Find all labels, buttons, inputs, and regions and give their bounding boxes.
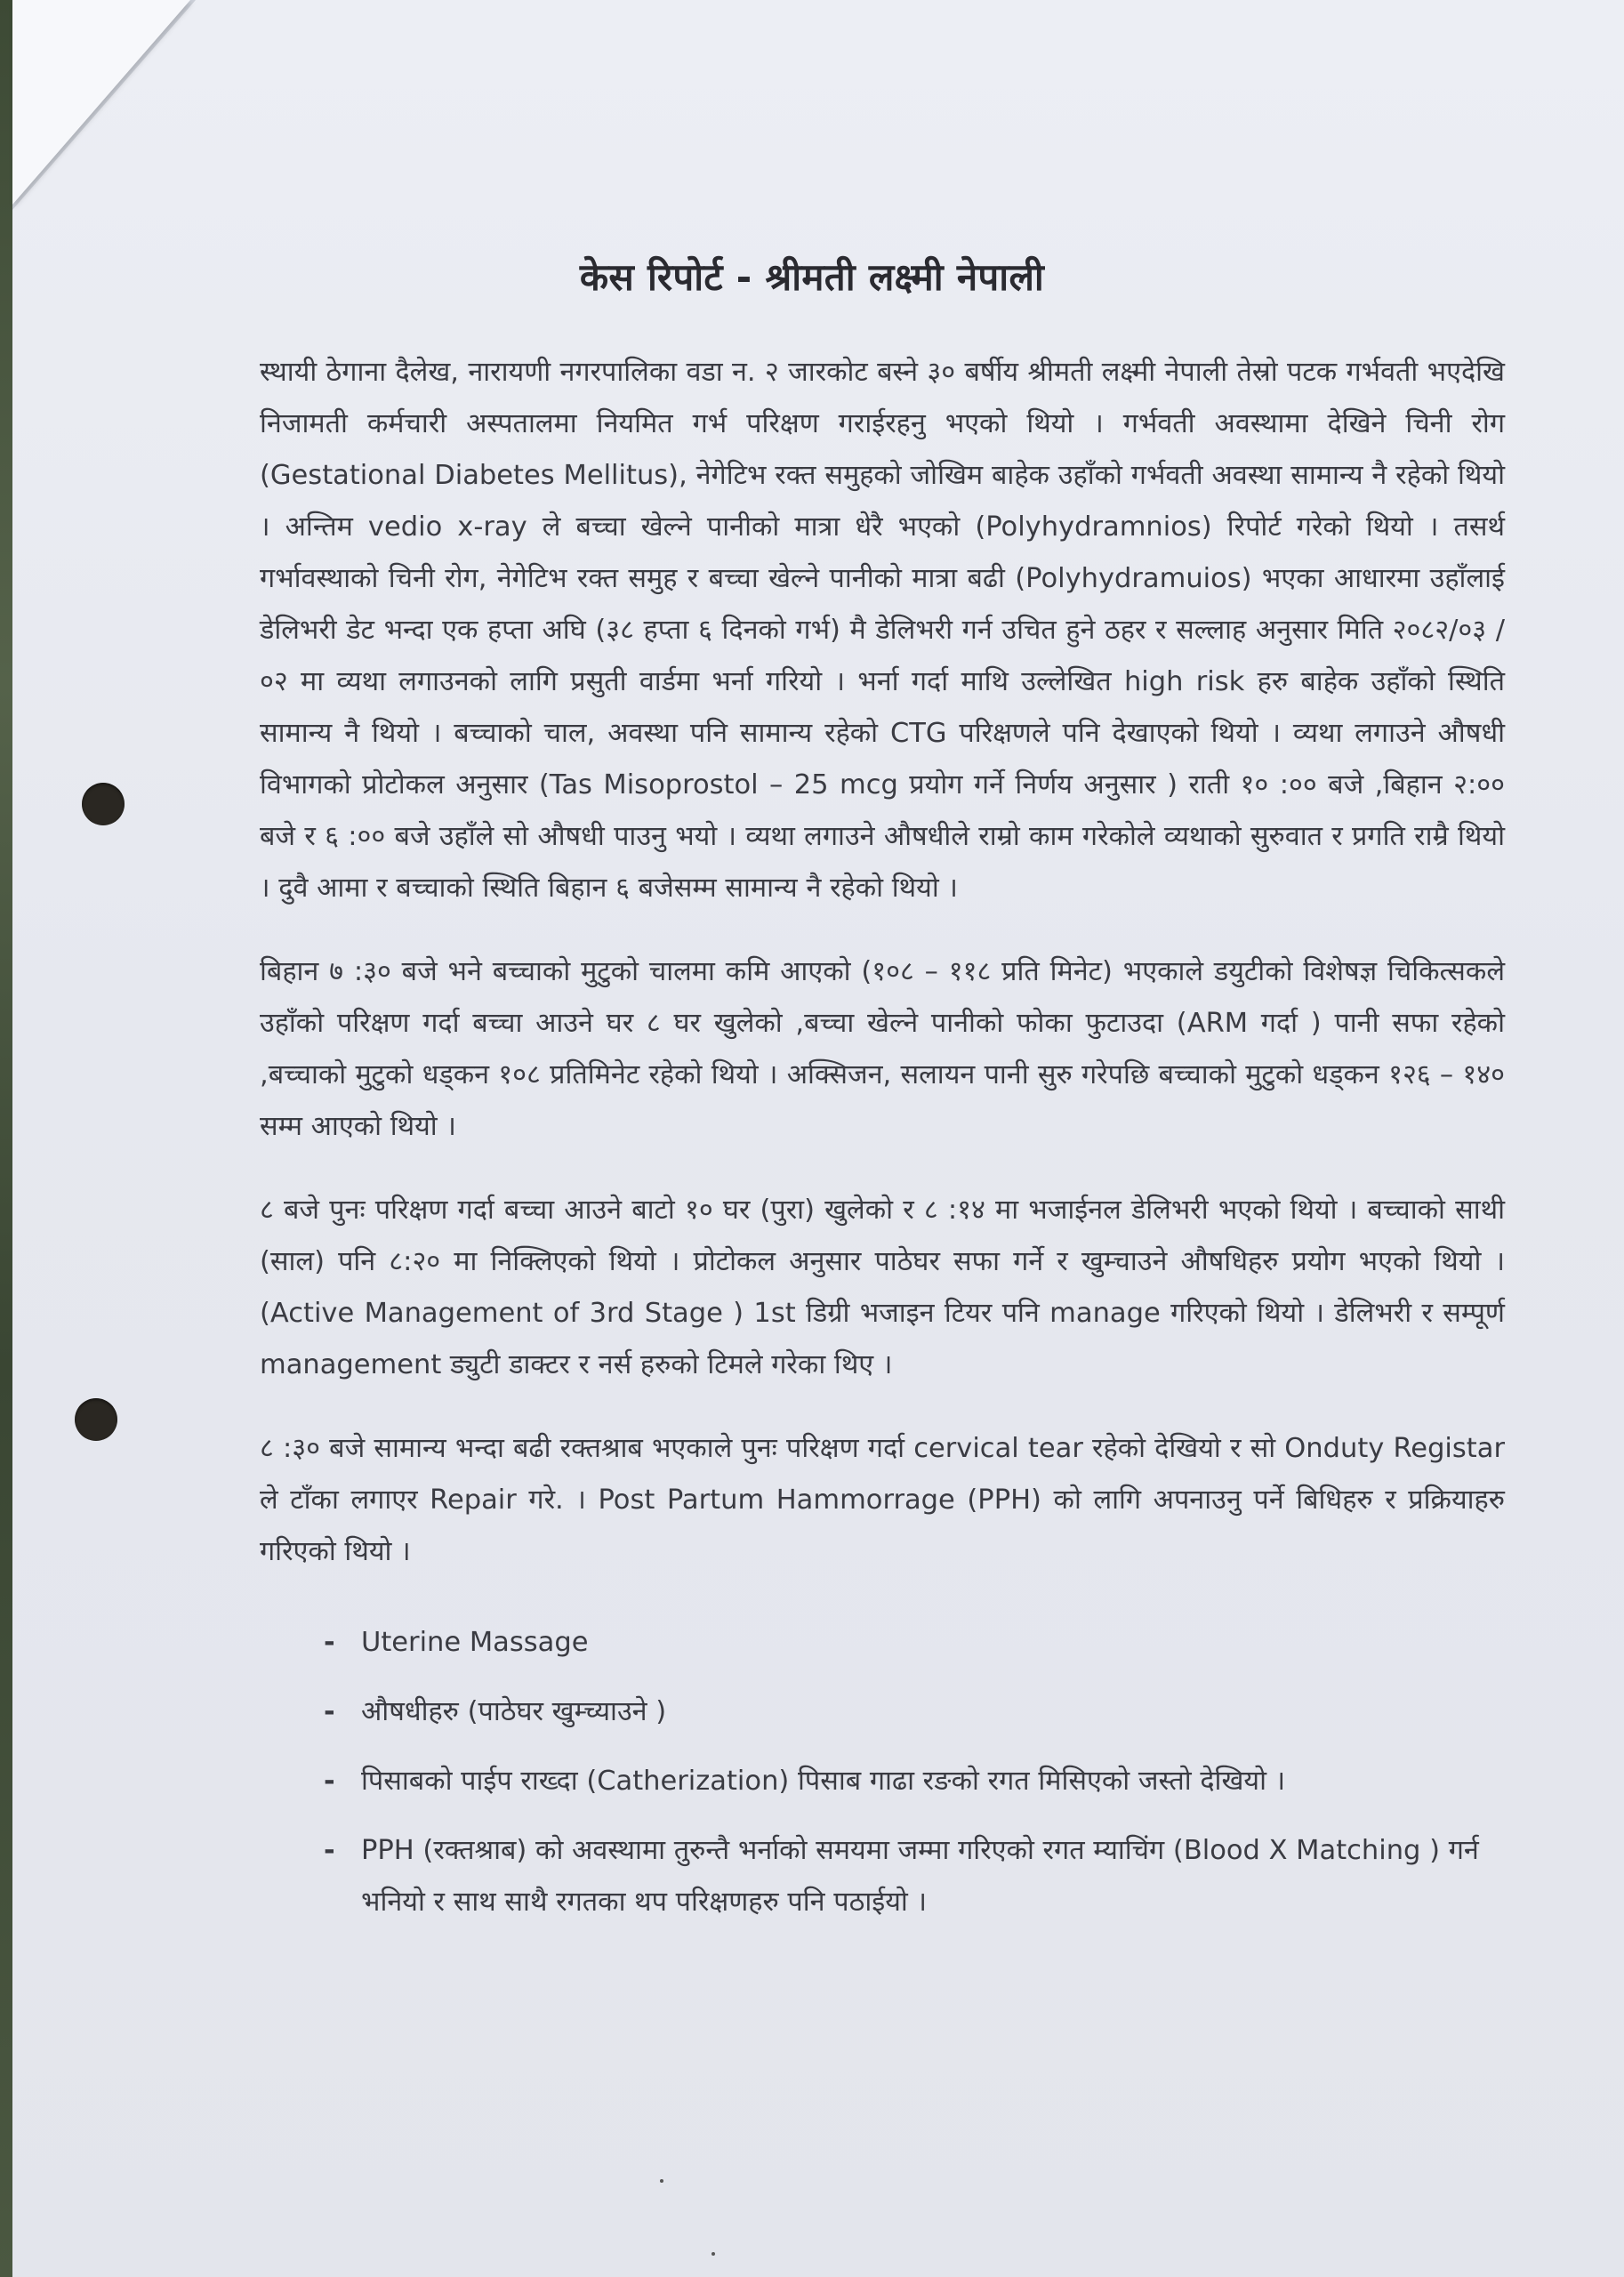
paper-speck	[712, 2252, 715, 2256]
document-title: केस रिपोर्ट - श्रीमती लक्ष्मी नेपाली	[579, 255, 1045, 299]
bullet-dash: -	[324, 1696, 335, 1727]
list-item-text: औषधीहरु (पाठेघर खुम्च्याउने )	[361, 1696, 667, 1727]
folded-corner	[12, 0, 190, 205]
pph-steps-list	[260, 1617, 1505, 1928]
paragraph-4: ८ :३० बजे सामान्य भन्दा बढी रक्तश्राब भएकाले पुनः परिक्षण गर्दा cervical tear रहेको देखियो र सो Onduty Registar ले टाँका लगाएर Repair गरे. । Post Partum Hammorrage (PPH) को लागि अपनाउनु पर्ने बिधिहरु र प्रक्रियाहरु गरिएको थियो ।	[260, 1433, 1505, 1567]
paper-speck	[660, 2179, 663, 2183]
bullet-dash: -	[324, 1766, 335, 1797]
list-item-text: Uterine Massage	[361, 1627, 589, 1658]
document-body	[260, 347, 1505, 1946]
paragraph-1: स्थायी ठेगाना दैलेख, नारायणी नगरपालिका वडा न. २ जारकोट बस्ने ३० बर्षीय श्रीमती लक्ष्मी नेपाली तेस्रो पटक गर्भवती भएदेखि निजामती कर्मचारी अस्पतालमा नियमित गर्भ परिक्षण गराईरहनु भएको थियो । गर्भवती अवस्थामा देखिने चिनी रोग (Gestational Diabetes Mellitus), नेगेटिभ रक्त समुहको जोखिम बाहेक उहाँको गर्भवती अवस्था सामान्य नै रहेको थियो । अन्तिम vedio x-ray ले बच्चा खेल्ने पानीको मात्रा धेरै भएको (Polyhydramnios) रिपोर्ट गरेको थियो । तसर्थ गर्भावस्थाको चिनी रोग, नेगेटिभ रक्त समुह र बच्चा खेल्ने पानीको मात्रा बढी (Polyhydramuios) भएका आधारमा उहाँलाई डेलिभरी डेट भन्दा एक हप्ता अघि (३८ हप्ता ६ दिनको गर्भ) मै डेलिभरी गर्न उचित हुने ठहर र सल्लाह अनुसार मिति २०८२/०३ /०२ मा व्यथा लगाउनको लागि प्रसुती वार्डमा भर्ना गरियो । भर्ना गर्दा माथि उल्लेखित high risk हरु बाहेक उहाँको स्थिति सामान्य नै थियो । बच्चाको चाल, अवस्था पनि सामान्य रहेको CTG परिक्षणले पनि देखाएको थियो । व्यथा लगाउने औषधी विभागको प्रोटोकल अनुसार (Tas Misoprostol – 25 mcg प्रयोग गर्ने निर्णय अनुसार ) राती १० :०० बजे ,बिहान २:०० बजे र ६ :०० बजे उहाँले सो औषधी पाउनु भयो । व्यथा लगाउने औषधीले राम्रो काम गरेकोले व्यथाको सुरुवात र प्रगति राम्रै थियो । दुवै आमा र बच्चाको स्थिति बिहान ६ बजेसम्म सामान्य नै रहेको थियो ।	[260, 357, 1505, 904]
list-item	[260, 1756, 1505, 1807]
punch-hole	[75, 1398, 117, 1441]
punch-hole	[82, 783, 125, 825]
list-item-text: PPH (रक्तश्राब) को अवस्थामा तुरुन्तै भर्नाको समयमा जम्मा गरिएको रगत म्याचिंग (Blood X Matching ) गर्न भनियो र साथ साथै रगतका थप परिक्षणहरु पनि पठाईयो ।	[361, 1835, 1479, 1918]
list-item	[260, 1686, 1505, 1738]
list-item	[260, 1617, 1505, 1669]
list-item-text: पिसाबको पाईप राख्दा (Catherization) पिसाब गाढा रङको रगत मिसिएको जस्तो देखियो ।	[361, 1766, 1286, 1797]
list-item	[260, 1825, 1505, 1928]
paragraph-2: बिहान ७ :३० बजे भने बच्चाको मुटुको चालमा कमि आएको (१०८ – ११८ प्रति मिनेट) भएकाले डयुटीको विशेषज्ञ चिकित्सकले उहाँको परिक्षण गर्दा बच्चा आउने घर ८ घर खुलेको ,बच्चा खेल्ने पानीको फोका फुटाउदा (ARM गर्दा ) पानी सफा रहेको ,बच्चाको मुटुको धड्कन १०८ प्रतिमिनेट रहेको थियो । अक्सिजन, सलायन पानी सुरु गरेपछि बच्चाको मुटुको धड्कन १२६ – १४० सम्म आएको थियो ।	[260, 956, 1505, 1142]
bullet-dash: -	[324, 1627, 335, 1658]
bullet-dash: -	[324, 1835, 335, 1866]
paragraph-3: ८ बजे पुनः परिक्षण गर्दा बच्चा आउने बाटो १० घर (पुरा) खुलेको र ८ :१४ मा भजाईनल डेलिभरी भएको थियो । बच्चाको साथी (साल) पनि ८:२० मा निक्लिएको थियो । प्रोटोकल अनुसार पाठेघर सफा गर्ने र खुम्चाउने औषधिहरु प्रयोग भएको थियो । (Active Management of 3rd Stage ) 1st डिग्री भजाइन टियर पनि manage गरिएको थियो । डेलिभरी र सम्पूर्ण management ड्युटी डाक्टर र नर्स हरुको टिमले गरेका थिए ।	[260, 1195, 1505, 1380]
